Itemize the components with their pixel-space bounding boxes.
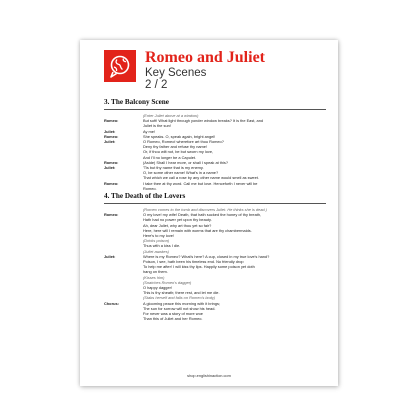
dialogue-text: Thus with a kiss I die. [143, 243, 181, 249]
section-death-of-lovers [104, 192, 326, 321]
speaker-label: Romeo: [104, 133, 119, 139]
dialogue-text: I take thee at thy word. Call me but love. Henceforth I never will be [143, 180, 258, 186]
dialogue-text: 'Tis but thy name that is my enemy. [143, 165, 204, 171]
speaker-label: Juliet: [104, 139, 116, 145]
dialogue-text: To help me after! I will kiss thy lips. Happily some poison yet doth [143, 264, 255, 270]
speaker-label [104, 316, 143, 321]
dialogue-text: Juliet is the sun! [143, 123, 171, 129]
speaker-label: Romeo: [104, 118, 119, 124]
dialogue-text: Or, if thou wilt not, be but sworn my love, [143, 149, 214, 155]
dialogue-text: O my love! my wife! Death, that hath sucked the honey of thy breath, [143, 212, 262, 218]
dialogue-text: But soft! What light through yonder window breaks? It is the East, and [143, 118, 264, 124]
script-lines [104, 113, 326, 191]
dialogue-text: And I'll no longer be a Capulet. [143, 154, 197, 160]
stage-direction: (Romeo comes to the tomb and discovers Juliet. He thinks she is dead.) [143, 207, 267, 212]
logo [104, 50, 136, 82]
dialogue-text: O happy dagger! [143, 285, 172, 291]
script-line [104, 186, 326, 191]
speaker-label: Romeo: [104, 212, 119, 218]
stage-direction: (Juliet awakes) [143, 248, 169, 254]
speaker-label: Romeo: [104, 180, 119, 186]
speaker-label: Juliet: [104, 165, 116, 171]
speaker-label: Romeo: [104, 159, 119, 165]
dialogue-text: The sun for sorrow will not show his head. [143, 305, 216, 311]
stage-direction: (Snatches Romeo's dagger) [143, 279, 192, 285]
page-indicator: 2 / 2 [145, 79, 168, 91]
dialogue-text: Ay me! [143, 128, 156, 134]
stage-direction: (Enter Juliet above at a window) [143, 113, 199, 118]
dialogue-text: Poison, I see, hath been his timeless end. No friendly drop [143, 259, 244, 265]
dialogue-text: Hath had no power yet upon thy beauty. [143, 217, 212, 223]
dialogue-text: Here, here will I remain with worms that are thy chambermaids. [143, 227, 252, 233]
dialogue-text: O Romeo, Romeo! wherefore art thou Romeo? [143, 139, 224, 145]
document-subtitle: Key Scenes [145, 67, 207, 79]
dialogue-text: O, be some other name! What's in a name? [143, 170, 219, 176]
section-divider [104, 109, 326, 110]
stage-direction: (Drinks poison) [143, 238, 170, 244]
stage-direction: (Stabs herself and falls on Romeo's body) [143, 295, 216, 301]
worksheet-page [80, 40, 338, 386]
speaker-label: Juliet: [104, 253, 116, 259]
speaker-label: Juliet: [104, 128, 116, 134]
section-heading: 4. The Death of the Lovers [104, 192, 186, 200]
script-lines [104, 207, 326, 321]
dialogue-text: Deny thy father and refuse thy name! [143, 144, 208, 150]
speaker-label: Chorus: [104, 300, 119, 306]
section-divider [104, 203, 326, 204]
dialogue-text: This is thy sheath; there rest, and let me die. [143, 290, 220, 296]
dialogue-text: For never was a story of more woe [143, 311, 203, 317]
speaker-label [104, 186, 143, 191]
section-balcony-scene [104, 98, 326, 191]
footer-url: shop.englishinaction.com [187, 373, 231, 378]
script-line [104, 316, 326, 321]
dialogue-text: (Aside) Shall I hear more, or shall I speak at this? [143, 159, 228, 165]
dialogue-text: Than this of Juliet and her Romeo. [143, 316, 203, 322]
globe-speech-icon [104, 50, 136, 82]
document-title: Romeo and Juliet [145, 49, 265, 66]
dialogue-text: That which we call a rose by any other name would smell as sweet. [143, 175, 259, 181]
dialogue-text: She speaks. O, speak again, bright angel! [143, 133, 216, 139]
dialogue-text: Romeo. [143, 185, 157, 191]
stage-direction: (Kisses him) [143, 274, 165, 280]
dialogue-text: hang on them. [143, 269, 168, 275]
dialogue-text: Where is my Romeo? What's here? A cup, closed in my true love's hand? [143, 253, 270, 259]
dialogue-text: A glooming peace this morning with it brings; [143, 300, 220, 306]
dialogue-text: Here's to my love! [143, 233, 175, 239]
dialogue-text: Ah, dear Juliet, why art thou yet so fair? [143, 222, 212, 228]
section-heading: 3. The Balcony Scene [104, 98, 169, 106]
